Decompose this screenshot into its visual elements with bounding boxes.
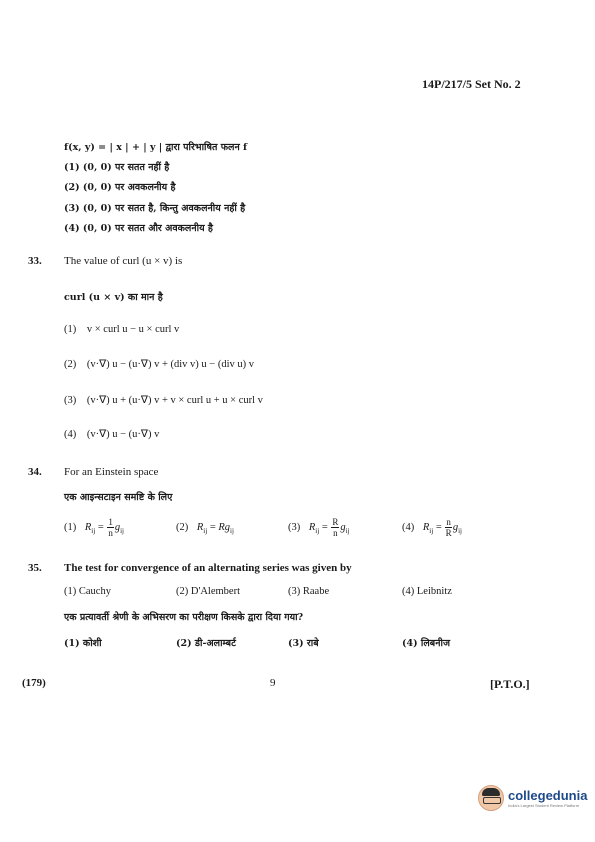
watermark-text xyxy=(504,788,587,808)
q35-option-hi-3: (3) राबे xyxy=(288,638,319,649)
option-number: (3) xyxy=(64,395,77,406)
rhs: Rg xyxy=(218,522,231,533)
mascot-icon xyxy=(478,785,504,811)
frac-num: n xyxy=(446,517,451,527)
equals: = xyxy=(321,521,328,533)
lhs: R xyxy=(308,521,316,533)
option-number: (3) xyxy=(288,521,301,533)
q35-text-en: The test for convergence of an alternating series was given by xyxy=(64,562,352,574)
collegedunia-watermark xyxy=(478,785,587,811)
equals: = xyxy=(209,522,216,533)
pto-mark: [P.T.O.] xyxy=(490,677,530,691)
footer-code: (179) xyxy=(22,677,46,689)
q32-option-4: (4) (0, 0) पर सतत और अवकलनीय है xyxy=(64,223,213,234)
q32-option-2: (2) (0, 0) पर अवकलनीय है xyxy=(64,182,176,193)
rhs-sub: ij xyxy=(458,527,462,535)
frac-num: 1 xyxy=(108,517,113,527)
lhs-sub: ij xyxy=(429,527,434,535)
option-expression: (v·∇) u − (u·∇) v + (div v) u − (div u) v xyxy=(86,359,254,370)
option-expression: (v·∇) u − (u·∇) v xyxy=(86,429,160,440)
q33-option-1 xyxy=(64,324,179,335)
equals: = xyxy=(97,521,104,533)
q32-stem: f(x, y) = | x | + | y | द्वारा परिभाषित फलन f xyxy=(64,142,248,153)
lhs: R xyxy=(422,521,430,533)
q33-number: 33. xyxy=(28,255,42,267)
rhs-sub: ij xyxy=(345,527,350,535)
q34-option-4 xyxy=(402,517,462,538)
q35-option-en-1: (1) Cauchy xyxy=(64,586,111,597)
q35-number: 35. xyxy=(28,562,42,574)
fraction xyxy=(331,517,339,538)
option-expression: v × curl u − u × curl v xyxy=(86,324,180,335)
option-number: (2) xyxy=(64,359,77,370)
lhs-sub: ij xyxy=(315,527,320,535)
frac-num: R xyxy=(332,517,339,527)
q32-option-3: (3) (0, 0) पर सतत है, किन्तु अवकलनीय नहीं है xyxy=(64,203,246,214)
q34-option-3 xyxy=(288,517,350,538)
option-expression: (v·∇) u + (u·∇) v + v × curl u + u × curl v xyxy=(86,395,263,406)
q34-number: 34. xyxy=(28,466,42,478)
equals: = xyxy=(435,521,442,533)
rhs: g xyxy=(452,521,459,533)
q33-option-4 xyxy=(64,428,159,440)
q35-option-hi-1: (1) कोशी xyxy=(64,638,102,649)
q34-option-1 xyxy=(64,517,124,538)
option-number: (4) xyxy=(402,521,415,533)
rhs: g xyxy=(114,521,121,533)
frac-den: n xyxy=(108,528,113,538)
q35-option-hi-4: (4) लिबनीज xyxy=(402,638,451,649)
option-number: (2) xyxy=(176,522,189,533)
q33-option-2 xyxy=(64,358,254,370)
watermark-brand: collegedunia xyxy=(508,788,588,803)
watermark-tagline: India's Largest Student Review Platform xyxy=(508,803,580,808)
rhs-sub: ij xyxy=(230,527,234,536)
q34-text-en: For an Einstein space xyxy=(64,466,159,478)
rhs: g xyxy=(340,521,346,533)
option-number: (4) xyxy=(64,429,77,440)
q33-option-3 xyxy=(64,394,263,406)
q33-text-en: The value of curl (u × v) is xyxy=(64,255,183,267)
fraction xyxy=(445,517,452,538)
frac-den: n xyxy=(333,528,338,538)
q35-option-en-2: (2) D'Alembert xyxy=(176,586,240,597)
q32-option-1: (1) (0, 0) पर सतत नहीं है xyxy=(64,162,170,173)
q35-option-en-3: (3) Raabe xyxy=(288,586,330,597)
q35-option-hi-2: (2) डी-अलाम्बर्ट xyxy=(176,638,236,649)
option-number: (1) xyxy=(64,324,77,335)
frac-den: R xyxy=(445,528,452,538)
set-code: 14P/217/5 Set No. 2 xyxy=(422,77,521,91)
lhs: R xyxy=(196,522,204,533)
q35-text-hi: एक प्रत्यावर्ती श्रेणी के अभिसरण का परीक्षण किसके द्वारा दिया गया? xyxy=(64,612,304,623)
lhs: R xyxy=(84,521,92,533)
q34-option-2 xyxy=(176,522,234,535)
option-number: (1) xyxy=(64,521,77,533)
q35-option-en-4: (4) Leibnitz xyxy=(402,586,452,597)
q33-text-hi: curl (u × v) का मान है xyxy=(64,292,163,303)
q34-text-hi: एक आइन्सटाइन समष्टि के लिए xyxy=(64,492,173,503)
lhs-sub: ij xyxy=(203,527,208,536)
lhs-sub: ij xyxy=(91,527,96,535)
page-number: 9 xyxy=(270,677,276,689)
rhs-sub: ij xyxy=(120,527,124,535)
fraction xyxy=(107,517,114,538)
